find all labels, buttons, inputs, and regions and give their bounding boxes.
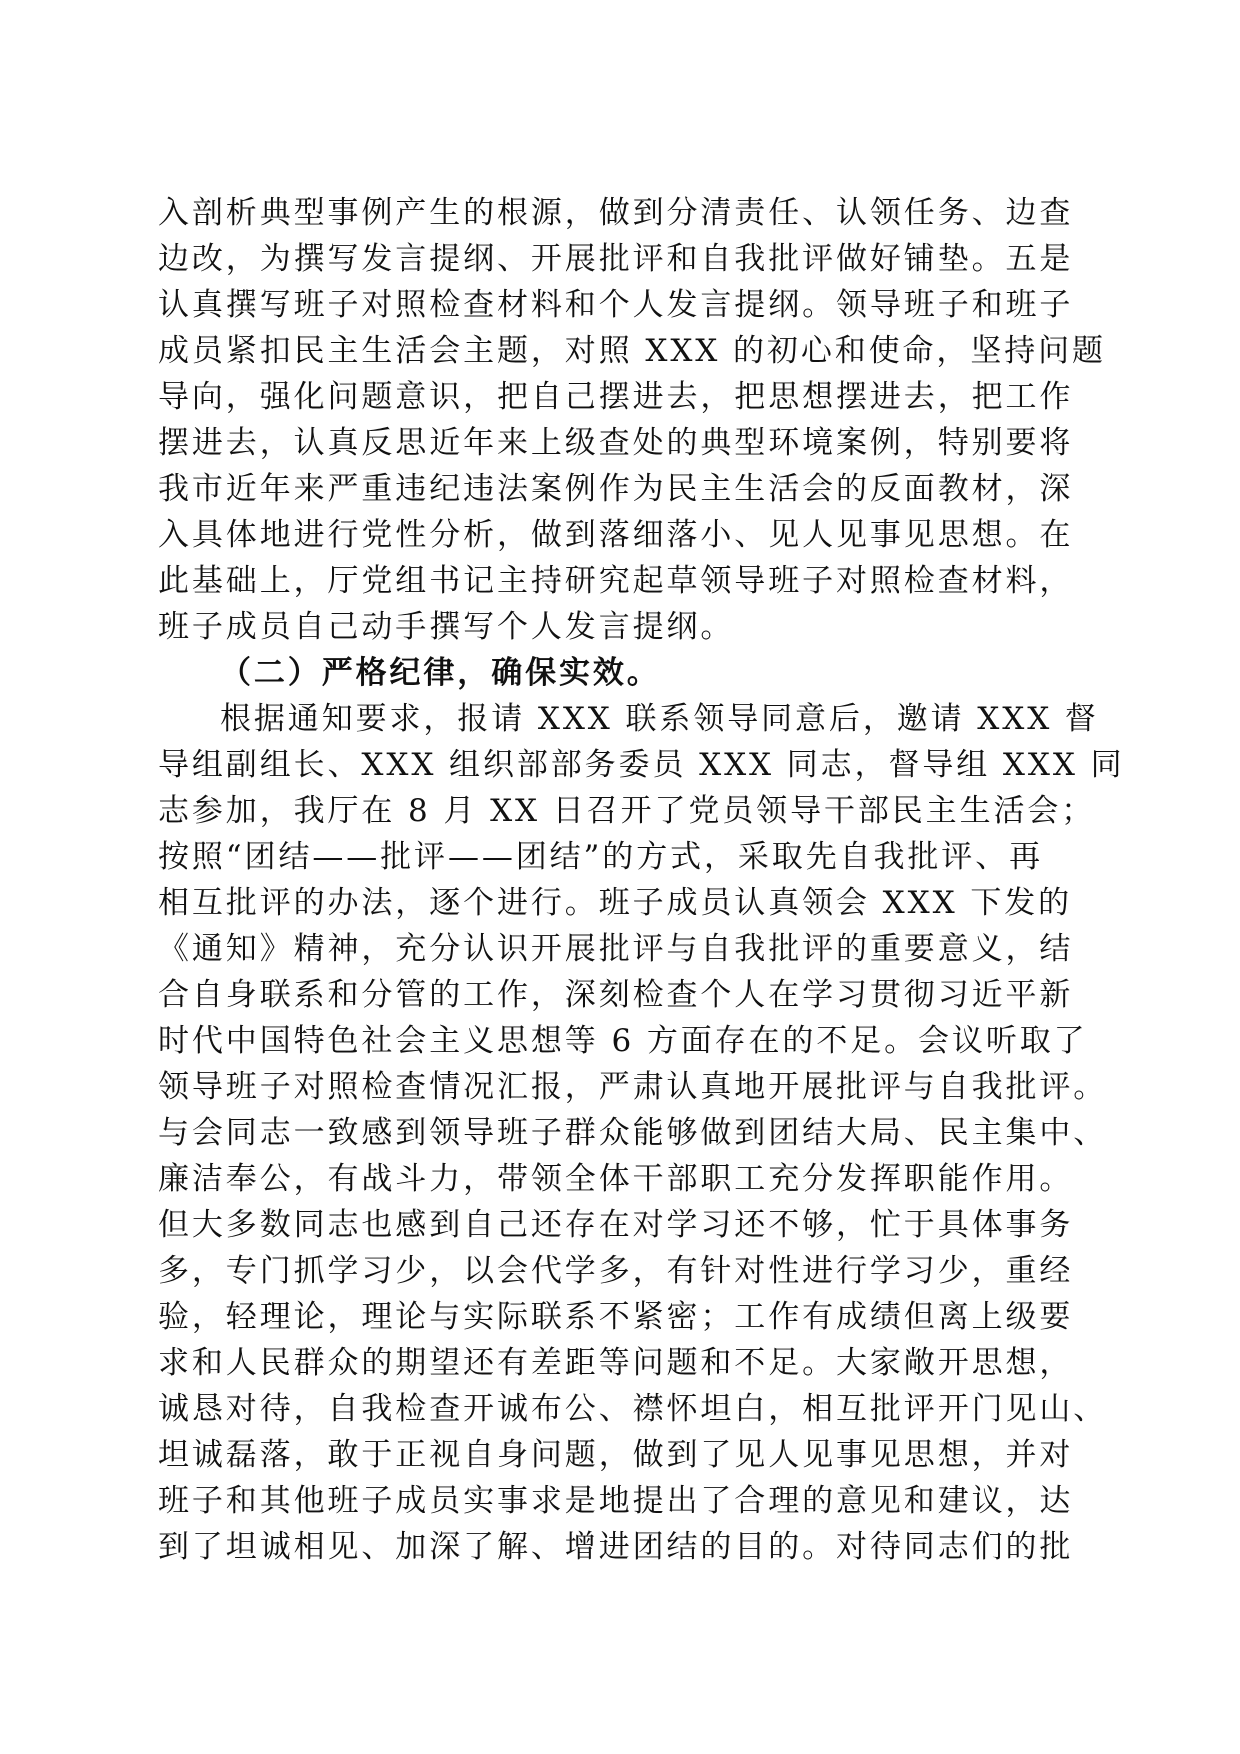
text-line: 但大多数同志也感到自己还存在对学习还不够，忙于具体事务	[158, 1207, 1074, 1243]
text-line: 与会同志一致感到领导班子群众能够做到团结大局、民主集中、	[158, 1115, 1108, 1151]
section-heading: （二）严格纪律，确保实效。	[220, 655, 661, 691]
text-line: 诚恳对待，自我检查开诚布公、襟怀坦白，相互批评开门见山、	[158, 1391, 1108, 1427]
text-line: 《通知》精神，充分认识开展批评与自我批评的重要意义，结	[158, 931, 1074, 967]
text-line: 到了坦诚相见、加深了解、增进团结的目的。对待同志们的批	[158, 1529, 1074, 1565]
text-line: 导组副组长、XXX 组织部部务委员 XXX 同志，督导组 XXX 同	[158, 747, 1125, 783]
text-line: 多，专门抓学习少，以会代学多，有针对性进行学习少，重经	[158, 1253, 1074, 1289]
text-line: 入具体地进行党性分析，做到落细落小、见人见事见思想。在	[158, 517, 1074, 553]
text-line: 合自身联系和分管的工作，深刻检查个人在学习贯彻习近平新	[158, 977, 1074, 1013]
text-line: 此基础上，厅党组书记主持研究起草领导班子对照检查材料，	[158, 563, 1074, 599]
text-line: 验，轻理论，理论与实际联系不紧密；工作有成绩但离上级要	[158, 1299, 1074, 1335]
text-line: 坦诚磊落，敢于正视自身问题，做到了见人见事见思想，并对	[158, 1437, 1074, 1473]
text-line: 相互批评的办法，逐个进行。班子成员认真领会 XXX 下发的	[158, 885, 1073, 921]
text-line: 领导班子对照检查情况汇报，严肃认真地开展批评与自我批评。	[158, 1069, 1108, 1105]
text-line: 班子和其他班子成员实事求是地提出了合理的意见和建议，达	[158, 1483, 1074, 1519]
text-line: 成员紧扣民主生活会主题，对照 XXX 的初心和使命，坚持问题	[158, 333, 1106, 369]
text-line: 班子成员自己动手撰写个人发言提纲。	[158, 609, 735, 645]
text-line: 认真撰写班子对照检查材料和个人发言提纲。领导班子和班子	[158, 287, 1074, 323]
text-line: 按照“团结——批评——团结”的方式，采取先自我批评、再	[158, 839, 1043, 875]
text-line: 边改，为撰写发言提纲、开展批评和自我批评做好铺垫。五是	[158, 241, 1074, 277]
text-line: 入剖析典型事例产生的根源，做到分清责任、认领任务、边查	[158, 195, 1074, 231]
text-line: 摆进去，认真反思近年来上级查处的典型环境案例，特别要将	[158, 425, 1074, 461]
text-line: 求和人民群众的期望还有差距等问题和不足。大家敞开思想，	[158, 1345, 1074, 1381]
paragraph-1	[158, 190, 1106, 650]
paragraph-2	[158, 696, 1125, 1570]
text-line: 廉洁奉公，有战斗力，带领全体干部职工充分发挥职能作用。	[158, 1161, 1074, 1197]
text-line: 志参加，我厅在 8 月 XX 日召开了党员领导干部民主生活会；	[158, 793, 1096, 829]
text-line: 导向，强化问题意识，把自己摆进去，把思想摆进去，把工作	[158, 379, 1074, 415]
text-line: 根据通知要求，报请 XXX 联系领导同意后，邀请 XXX 督	[220, 701, 1099, 737]
text-line: 时代中国特色社会主义思想等 6 方面存在的不足。会议听取了	[158, 1023, 1088, 1059]
text-line: 我市近年来严重违纪违法案例作为民主生活会的反面教材，深	[158, 471, 1074, 507]
document-body	[158, 190, 1125, 1570]
